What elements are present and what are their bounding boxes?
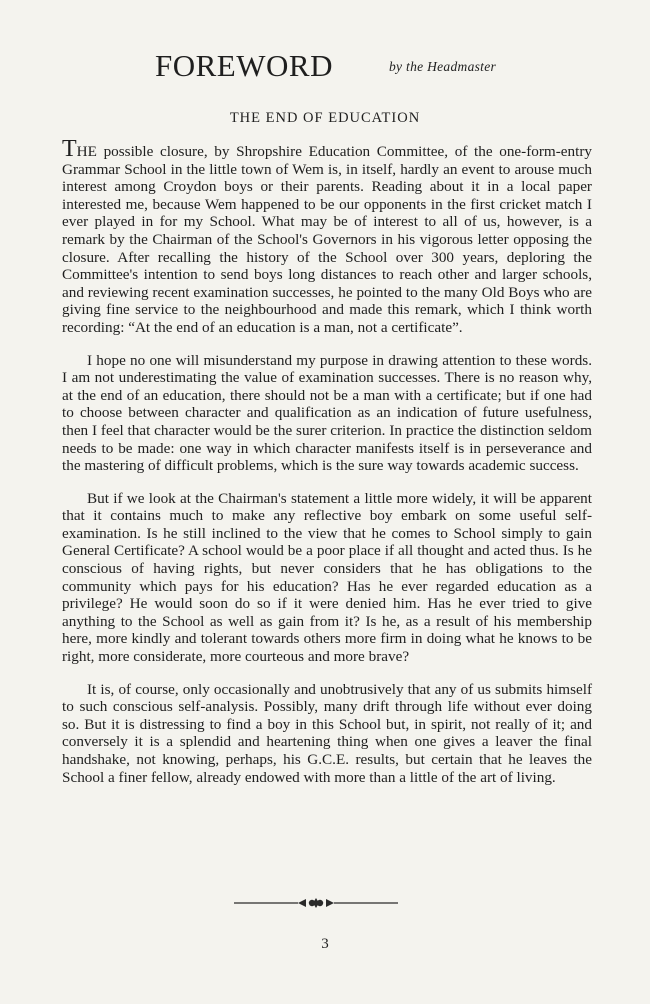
fleuron-divider-icon (232, 896, 400, 910)
paragraph-1 (62, 136, 592, 337)
author-byline: by the Headmaster (389, 59, 497, 74)
article-subtitle: THE END OF EDUCATION (229, 110, 421, 126)
page-header (155, 48, 595, 88)
paragraph-text: HE possible closure, by Shropshire Education Committee, of the one-form-entry Grammar School in the little town of Wem is, in itself, hardly an event to arouse much interest among Croydon boys or their parents. Reading about it in a local paper interested me, because Wem happened to be our opponents in the first cricket match I ever played in for my School. What may be of interest to all of us, however, is a remark by the Chairman of the School's Governors in his vigorous letter opposing the closure. After recalling the history of the School over 300 years, deploring the Committee's intention to send boys long distances to reach other and larger schools, and reviewing recent examination successes, he pointed to the many Old Boys who are giving fine service to the neighbourhood and made this remark, which I think worth recording: “At the end of an education is a man, not a certificate”. (62, 143, 592, 336)
paragraph-3: But if we look at the Chairman's statement a little more widely, it will be apparent that it contains much to make any reflective boy embark on some useful self-examination. Is he still inclined to the view that he comes to School simply to gain General Certificate? A school would be a poor place if all thought and acted thus. Is he conscious of having rights, but never considers that he has obligations to the community which pays for his education? Has he ever regarded education as a privilege? He would soon do so if it were denied him. Has he ever tried to give anything to the School as well as gain from it? Is he, as a result of his membership here, more kindly and tolerant towards others more firm in doing what he knows to be right, more considerate, more courteous and more brave? (62, 489, 592, 666)
page-title: FOREWORD (155, 48, 333, 83)
article-body (62, 136, 592, 801)
paragraph-4: It is, of course, only occasionally and unobtrusively that any of us submits himself to such conscious self-analysis. Possibly, many drift through life without ever doing so. But it is distressing to find a boy in this School but, in spirit, not really of it; and conversely it is a splendid and heartening thing when one gives a leaver the final handshake, not knowing, perhaps, his G.C.E. results, but certain that he leaves the School a finer fellow, already endowed with more than a little of the art of living. (62, 680, 592, 786)
drop-cap: T (62, 136, 77, 162)
page-number: 3 (321, 936, 329, 952)
paragraph-2: I hope no one will misunderstand my purpose in drawing attention to these words. I am not underestimating the value of examination successes. There is no reason why, at the end of an education, there should not be a man with a certificate; but if one had to choose between character and qualification as an indication of future usefulness, then I feel that character would be the surer criterion. In practice the distinction seldom needs to be made: one way in which character manifests itself is in perseverance and the mastering of difficult problems, which is the sure way towards academic success. (62, 351, 592, 475)
